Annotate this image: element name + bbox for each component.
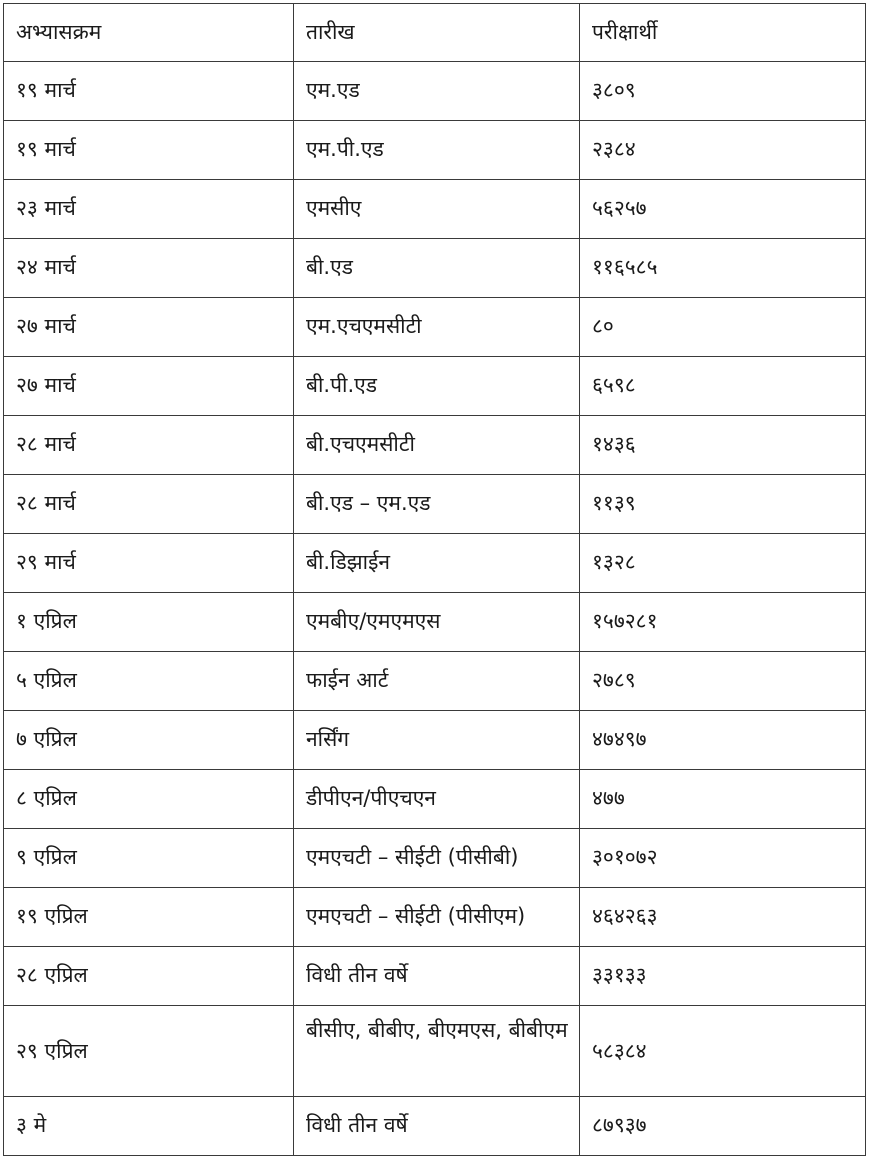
cell-col2: डीपीएन/पीएचएन bbox=[294, 770, 580, 829]
table-row bbox=[4, 416, 866, 475]
cell-col3: ४७७ bbox=[580, 770, 866, 829]
cell-col2: नर्सिंग bbox=[294, 711, 580, 770]
cell-col2: एम.पी.एड bbox=[294, 121, 580, 180]
table-row bbox=[4, 121, 866, 180]
cell-col2: बी.डिझाईन bbox=[294, 534, 580, 593]
cell-col2: बी.एड bbox=[294, 239, 580, 298]
table-row bbox=[4, 239, 866, 298]
table-row bbox=[4, 357, 866, 416]
cell-col1: २४ मार्च bbox=[4, 239, 294, 298]
cell-col3: २७८९ bbox=[580, 652, 866, 711]
cell-col3: ३०१०७२ bbox=[580, 829, 866, 888]
table-row bbox=[4, 1097, 866, 1156]
cell-col1: २८ एप्रिल bbox=[4, 947, 294, 1006]
table-row bbox=[4, 1006, 866, 1097]
cell-col3: ६५९८ bbox=[580, 357, 866, 416]
table-row bbox=[4, 947, 866, 1006]
cell-col3: १४३६ bbox=[580, 416, 866, 475]
cell-col1: ९ एप्रिल bbox=[4, 829, 294, 888]
cell-col2: एमएचटी – सीईटी (पीसीएम) bbox=[294, 888, 580, 947]
cell-col2: बीसीए, बीबीए, बीएमएस, बीबीएम bbox=[294, 1006, 580, 1097]
cell-col1: १९ मार्च bbox=[4, 62, 294, 121]
cell-col3: १५७२८१ bbox=[580, 593, 866, 652]
header-examinees: परीक्षार्थी bbox=[580, 4, 866, 62]
cell-col3: ८७९३७ bbox=[580, 1097, 866, 1156]
cell-col1: २८ मार्च bbox=[4, 475, 294, 534]
cell-col2: एमबीए/एमएमएस bbox=[294, 593, 580, 652]
cell-col2: बी.पी.एड bbox=[294, 357, 580, 416]
table-row bbox=[4, 62, 866, 121]
cell-col3: ४६४२६३ bbox=[580, 888, 866, 947]
table-row bbox=[4, 593, 866, 652]
cell-col1: ३ मे bbox=[4, 1097, 294, 1156]
cell-col1: २७ मार्च bbox=[4, 298, 294, 357]
cell-col1: २९ एप्रिल bbox=[4, 1006, 294, 1097]
cell-col3: २३८४ bbox=[580, 121, 866, 180]
cell-col2: फाईन आर्ट bbox=[294, 652, 580, 711]
cell-col2: विधी तीन वर्षे bbox=[294, 1097, 580, 1156]
header-course: अभ्यासक्रम bbox=[4, 4, 294, 62]
cell-col1: २७ मार्च bbox=[4, 357, 294, 416]
cell-col3: ३३१३३ bbox=[580, 947, 866, 1006]
cell-col1: ७ एप्रिल bbox=[4, 711, 294, 770]
cell-col2: एमएचटी – सीईटी (पीसीबी) bbox=[294, 829, 580, 888]
table-row bbox=[4, 652, 866, 711]
table-row bbox=[4, 298, 866, 357]
cell-col1: ८ एप्रिल bbox=[4, 770, 294, 829]
cell-col1: ५ एप्रिल bbox=[4, 652, 294, 711]
cell-col3: ५८३८४ bbox=[580, 1006, 866, 1097]
cell-col2: विधी तीन वर्षे bbox=[294, 947, 580, 1006]
cell-col3: ८० bbox=[580, 298, 866, 357]
exam-schedule-table bbox=[3, 3, 866, 1156]
table-row bbox=[4, 711, 866, 770]
cell-col1: २३ मार्च bbox=[4, 180, 294, 239]
cell-col1: १ एप्रिल bbox=[4, 593, 294, 652]
table-row bbox=[4, 475, 866, 534]
table-row bbox=[4, 534, 866, 593]
cell-col3: ५६२५७ bbox=[580, 180, 866, 239]
table-row bbox=[4, 180, 866, 239]
cell-col3: ३८०९ bbox=[580, 62, 866, 121]
table-row bbox=[4, 888, 866, 947]
cell-col2: एम.एचएमसीटी bbox=[294, 298, 580, 357]
cell-col1: १९ मार्च bbox=[4, 121, 294, 180]
cell-col2: एमसीए bbox=[294, 180, 580, 239]
table-row bbox=[4, 829, 866, 888]
cell-col2: एम.एड bbox=[294, 62, 580, 121]
table-row bbox=[4, 770, 866, 829]
cell-col1: २८ मार्च bbox=[4, 416, 294, 475]
table-header-row bbox=[4, 4, 866, 62]
cell-col2: बी.एड – एम.एड bbox=[294, 475, 580, 534]
header-date: तारीख bbox=[294, 4, 580, 62]
cell-col3: १३२८ bbox=[580, 534, 866, 593]
cell-col1: २९ मार्च bbox=[4, 534, 294, 593]
cell-col3: ११३९ bbox=[580, 475, 866, 534]
cell-col3: ४७४९७ bbox=[580, 711, 866, 770]
cell-col2: बी.एचएमसीटी bbox=[294, 416, 580, 475]
cell-col1: १९ एप्रिल bbox=[4, 888, 294, 947]
cell-col3: ११६५८५ bbox=[580, 239, 866, 298]
